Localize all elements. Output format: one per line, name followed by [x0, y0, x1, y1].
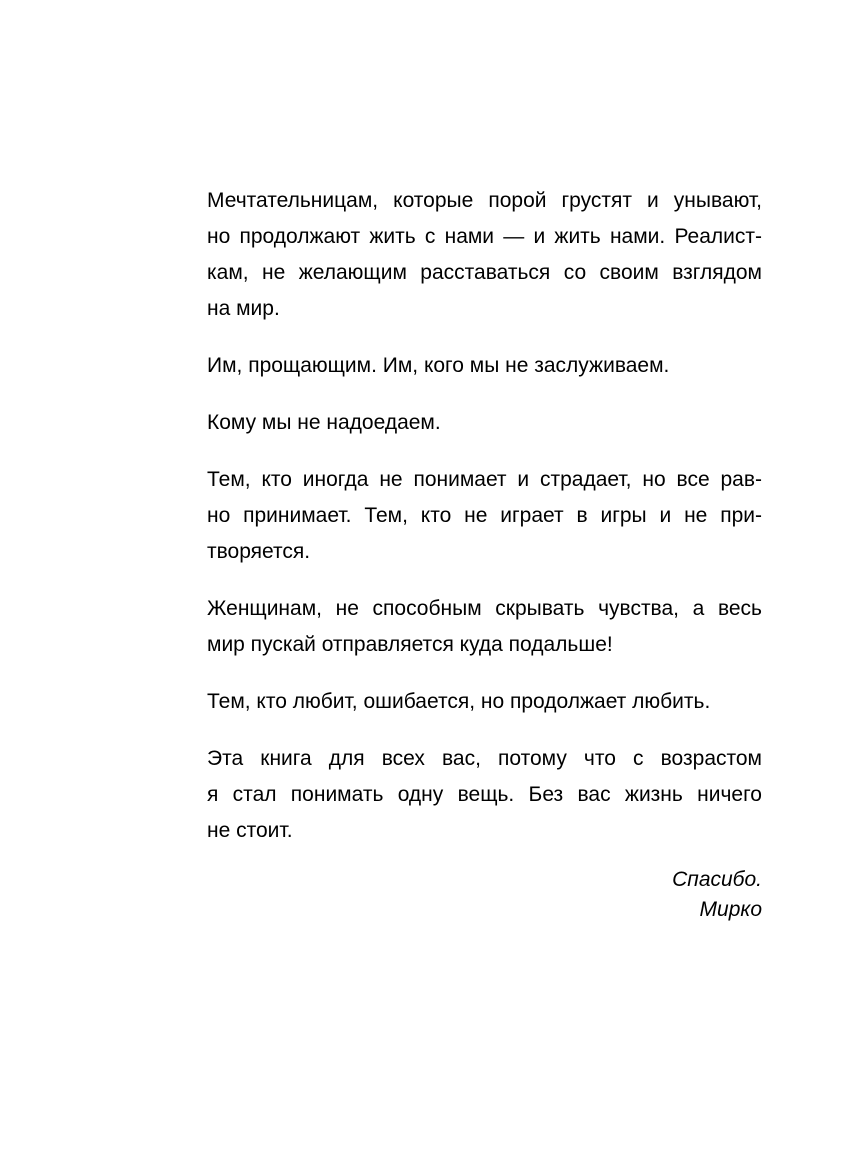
text-line: не стоит.: [207, 819, 293, 842]
text-line: кам, не желающим расставаться со своим взглядом: [207, 261, 762, 284]
paragraph-6: [207, 684, 762, 720]
paragraph-2: [207, 348, 762, 384]
paragraph-1: [207, 183, 762, 327]
signature-thanks: Спасибо.: [672, 868, 762, 891]
text-line: Женщинам, не способным скрывать чувства, а весь: [207, 597, 762, 620]
text-line: я стал понимать одну вещь. Без вас жизнь ничего: [207, 783, 762, 806]
text-line: но принимает. Тем, кто не играет в игры и не при-: [207, 504, 762, 527]
text-line: Тем, кто любит, ошибается, но продолжает любить.: [207, 690, 711, 713]
text-line: Тем, кто иногда не понимает и страдает, но все рав-: [207, 468, 762, 491]
text-line: Мечтательницам, которые порой грустят и унывают,: [207, 189, 762, 212]
paragraph-3: [207, 405, 762, 441]
paragraph-7: [207, 741, 762, 849]
text-line: мир пускай отправляется куда подальше!: [207, 633, 613, 656]
text-line: Эта книга для всех вас, потому что с возрастом: [207, 747, 762, 770]
text-line: творяется.: [207, 540, 311, 563]
text-line: но продолжают жить с нами — и жить нами. Реалист-: [207, 225, 762, 248]
text-line: Им, прощающим. Им, кого мы не заслуживаем.: [207, 354, 670, 377]
text-line: Кому мы не надоедаем.: [207, 411, 441, 434]
signature-author: Мирко: [699, 898, 762, 921]
dedication-text: [207, 183, 762, 870]
text-line: на мир.: [207, 297, 280, 320]
signature: [207, 865, 762, 925]
paragraph-5: [207, 591, 762, 663]
paragraph-4: [207, 462, 762, 570]
